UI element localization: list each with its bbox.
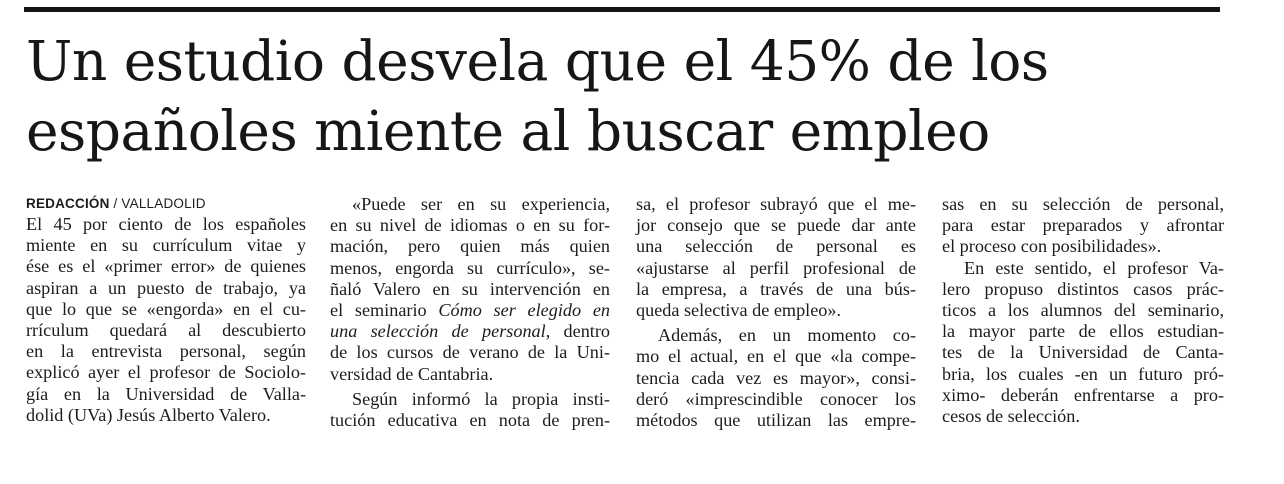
text-line: sa, el profesor subrayó que el me- xyxy=(636,194,916,214)
text-line: para estar preparados y afrontar xyxy=(942,215,1224,236)
text-line: Además, en un momento co- xyxy=(658,325,916,346)
text-line: «Puede ser en su experiencia, xyxy=(352,194,610,214)
headline xyxy=(26,26,1226,166)
byline-author: REDACCIÓN xyxy=(26,196,110,211)
text-line: en la entrevista personal, según xyxy=(26,341,306,362)
text-line: versidad de Cantabria. xyxy=(330,363,494,384)
headline-line-2: españoles miente al buscar empleo xyxy=(26,99,990,163)
text-line: la empresa, a través de una bús- xyxy=(636,278,916,299)
text-line: lero propuso distintos casos prác- xyxy=(942,278,1224,299)
byline-separator: / xyxy=(109,196,122,211)
text-line: el proceso con posibilidades». xyxy=(942,236,1162,257)
text-line: ximo- deberán enfrentarse a pro- xyxy=(942,384,1224,405)
text-line: en su nivel de idiomas o en su for- xyxy=(330,215,610,236)
text-line: gía en la Universidad de Valla- xyxy=(26,383,306,404)
top-rule xyxy=(24,7,1220,12)
headline-line-1: Un estudio desvela que el 45% de los xyxy=(26,29,1049,93)
article-column-3 xyxy=(636,194,916,431)
text-line: ése es el «primer error» de quienes xyxy=(26,256,306,277)
text-line: jor consejo que se puede dar ante xyxy=(636,215,916,236)
text-line: tencia cada vez es mayor», consi- xyxy=(636,367,916,388)
seminar-title-italic-cont: una selección de personal xyxy=(330,321,546,342)
text-line: deró «imprescindible conocer los xyxy=(636,388,916,409)
article-column-4 xyxy=(942,194,1224,427)
byline-location: VALLADOLID xyxy=(121,196,206,211)
text-line: cesos de selección. xyxy=(942,406,1080,427)
text-line: mación, pero quien más quien xyxy=(330,236,610,257)
text-line: rrículum quedará al descubierto xyxy=(26,320,306,341)
text-line: En este sentido, el profesor Va- xyxy=(964,257,1224,278)
text-line: ticos a los alumnos del seminario, xyxy=(942,300,1224,321)
article-column-2 xyxy=(330,194,610,431)
text-line: bria, los cuales -en un futuro pró- xyxy=(942,363,1224,384)
seminar-title-italic: Cómo ser elegido en xyxy=(438,300,610,321)
text-line: tución educativa en nota de pren- xyxy=(330,410,610,431)
text-line: la mayor parte de ellos estudian- xyxy=(942,321,1224,342)
text-line: que lo que se «engorda» en el cu- xyxy=(26,298,306,319)
text-run: el seminario xyxy=(330,300,439,321)
text-line: métodos que utilizan las empre- xyxy=(636,410,916,431)
text-line: ñaló Valero en su intervención en xyxy=(330,278,610,299)
text-line: aspiran a un puesto de trabajo, ya xyxy=(26,277,306,298)
text-line: sas en su selección de personal, xyxy=(942,194,1224,214)
text-line: mo el actual, en el que «la compe- xyxy=(636,346,916,367)
text-line-seminar-title xyxy=(330,300,610,321)
text-line: queda selectiva de empleo». xyxy=(636,300,842,321)
text-line-seminar-title-cont xyxy=(330,321,610,342)
text-line: Según informó la propia insti- xyxy=(352,388,610,409)
text-line: de los cursos de verano de la Uni- xyxy=(330,342,610,363)
article-column-1 xyxy=(26,194,306,426)
text-line: miente en su currículum vitae y xyxy=(26,235,306,256)
text-line: El 45 por ciento de los españoles xyxy=(26,214,306,234)
text-line: tes de la Universidad de Canta- xyxy=(942,342,1224,363)
byline xyxy=(26,194,306,214)
text-line: una selección de personal es xyxy=(636,236,916,257)
text-line: dolid (UVa) Jesús Alberto Valero. xyxy=(26,404,271,425)
text-line: explicó ayer el profesor de Sociolo- xyxy=(26,362,306,383)
text-line: «ajustarse al perfil profesional de xyxy=(636,257,916,278)
text-line: menos, engorda su currículo», se- xyxy=(330,257,610,278)
text-run: , dentro xyxy=(545,321,611,342)
